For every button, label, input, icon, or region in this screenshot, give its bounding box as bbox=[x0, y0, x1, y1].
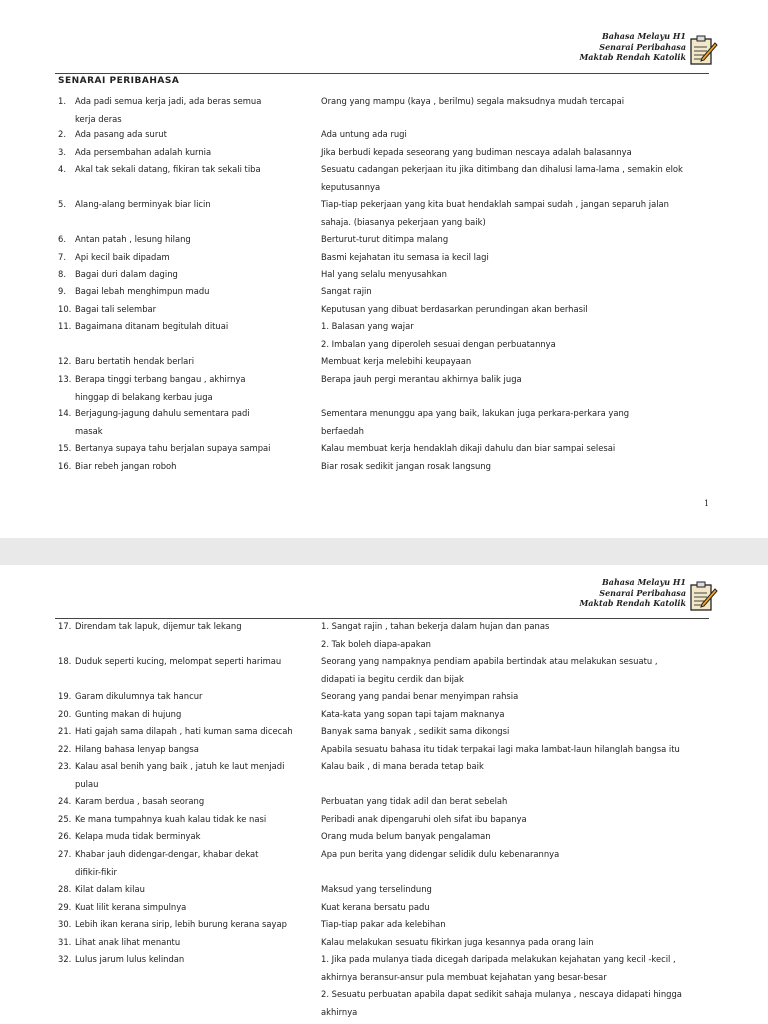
proverb-meaning bbox=[321, 828, 721, 846]
proverb-meaning bbox=[321, 934, 721, 952]
proverb-number: 9. bbox=[58, 286, 66, 296]
document-title: SENARAI PERIBAHASA bbox=[58, 76, 180, 86]
proverb-number: 14. bbox=[58, 408, 72, 418]
meaning-line: Membuat kerja melebihi keupayaan bbox=[321, 356, 472, 366]
proverb-meaning bbox=[321, 93, 721, 111]
meaning-line: Maksud yang terselindung bbox=[321, 884, 432, 894]
proverb-number: 20. bbox=[58, 709, 72, 719]
proverb-number: 4. bbox=[58, 164, 66, 174]
proverb-text bbox=[58, 440, 308, 458]
proverb-text bbox=[58, 231, 308, 249]
proverb-text bbox=[58, 951, 308, 969]
proverb-text bbox=[58, 458, 308, 476]
meaning-line: Apa pun berita yang didengar selidik dulu kebenarannya bbox=[321, 849, 560, 859]
proverb-line: Ada persembahan adalah kurnia bbox=[75, 147, 212, 157]
proverb-text bbox=[58, 706, 308, 724]
proverb-line: Ada pasang ada surut bbox=[75, 129, 167, 139]
proverb-number: 5. bbox=[58, 199, 66, 209]
proverb-text bbox=[58, 916, 308, 934]
clipboard-pencil-icon bbox=[688, 34, 718, 66]
header-rule bbox=[55, 73, 709, 74]
proverb-meaning bbox=[321, 440, 721, 458]
proverb-text bbox=[58, 811, 308, 829]
proverb-text bbox=[58, 144, 308, 162]
proverb-line: Akal tak sekali datang, fikiran tak sekali tiba bbox=[75, 164, 261, 174]
proverb-number: 23. bbox=[58, 761, 72, 771]
proverb-number: 17. bbox=[58, 621, 72, 631]
proverb-text bbox=[58, 371, 308, 406]
proverb-meaning bbox=[321, 793, 721, 811]
proverb-line: Khabar jauh didengar-dengar, khabar dekat bbox=[75, 849, 259, 859]
proverb-line: Lebih ikan kerana sirip, lebih burung kerana sayap bbox=[75, 919, 287, 929]
proverb-text bbox=[58, 653, 308, 671]
proverb-text bbox=[58, 741, 308, 759]
proverb-meaning bbox=[321, 811, 721, 829]
clipboard-pencil-icon bbox=[688, 580, 718, 612]
proverb-meaning bbox=[321, 318, 721, 353]
meaning-line: Sangat rajin bbox=[321, 286, 372, 296]
proverb-line: kerja deras bbox=[75, 113, 122, 124]
proverb-number: 32. bbox=[58, 954, 72, 964]
proverb-line: Hilang bahasa lenyap bangsa bbox=[75, 744, 199, 754]
meaning-line: Hal yang selalu menyusahkan bbox=[321, 269, 447, 279]
proverb-line: Alang-alang berminyak biar licin bbox=[75, 199, 211, 209]
proverb-line: Bagai lebah menghimpun madu bbox=[75, 286, 210, 296]
meaning-line: keputusannya bbox=[321, 181, 381, 192]
proverb-text bbox=[58, 899, 308, 917]
proverb-text bbox=[58, 249, 308, 267]
proverb-line: Ada padi semua kerja jadi, ada beras semua bbox=[75, 96, 262, 106]
proverb-text bbox=[58, 758, 308, 793]
proverb-meaning bbox=[321, 706, 721, 724]
meaning-line: 2. Sesuatu perbuatan apabila dapat sedikit sahaja mulanya , nescaya didapati hingga bbox=[321, 989, 682, 999]
proverb-number: 29. bbox=[58, 902, 72, 912]
proverb-line: Hati gajah sama dilapah , hati kuman sama dicecah bbox=[75, 726, 293, 736]
proverb-meaning bbox=[321, 266, 721, 284]
proverb-text bbox=[58, 318, 308, 336]
proverb-meaning bbox=[321, 758, 721, 776]
proverb-line: Kuat lilit kerana simpulnya bbox=[75, 902, 187, 912]
proverb-line: Lulus jarum lulus kelindan bbox=[75, 954, 185, 964]
meaning-line: Kata-kata yang sopan tapi tajam maknanya bbox=[321, 709, 505, 719]
meaning-line: Orang yang mampu (kaya , berilmu) segala maksudnya mudah tercapai bbox=[321, 96, 625, 106]
proverb-line: Duduk seperti kucing, melompat seperti harimau bbox=[75, 656, 282, 666]
proverb-number: 3. bbox=[58, 147, 66, 157]
meaning-line: Seorang yang nampaknya pendiam apabila bertindak atau melakukan sesuatu , bbox=[321, 656, 658, 666]
proverb-text bbox=[58, 196, 308, 214]
header-subject: Bahasa Melayu H1 bbox=[602, 31, 686, 41]
proverb-meaning bbox=[321, 723, 721, 741]
proverb-number: 25. bbox=[58, 814, 72, 824]
proverb-line: Bagai duri dalam daging bbox=[75, 269, 178, 279]
header-title: Senarai Peribahasa bbox=[599, 587, 686, 598]
proverb-text bbox=[58, 301, 308, 319]
proverb-number: 18. bbox=[58, 656, 72, 666]
meaning-line: Keputusan yang dibuat berdasarkan perundingan akan berhasil bbox=[321, 304, 588, 314]
proverb-meaning bbox=[321, 231, 721, 249]
proverb-number: 11. bbox=[58, 321, 72, 331]
proverb-number: 26. bbox=[58, 831, 72, 841]
proverb-line: Berjagung-jagung dahulu sementara padi bbox=[75, 408, 250, 418]
proverb-meaning bbox=[321, 741, 721, 759]
meaning-line: 2. Imbalan yang diperoleh sesuai dengan perbuatannya bbox=[321, 338, 556, 349]
page-header bbox=[579, 31, 686, 63]
proverb-text bbox=[58, 846, 308, 881]
meaning-line: Jika berbudi kepada seseorang yang budiman nescaya adalah balasannya bbox=[321, 147, 632, 157]
proverb-number: 16. bbox=[58, 461, 72, 471]
proverb-meaning bbox=[321, 196, 721, 231]
meaning-line: Kalau melakukan sesuatu fikirkan juga kesannya pada orang lain bbox=[321, 937, 594, 947]
proverb-text bbox=[58, 618, 308, 636]
proverb-meaning bbox=[321, 126, 721, 144]
proverb-line: masak bbox=[75, 425, 103, 436]
proverb-meaning bbox=[321, 916, 721, 934]
meaning-line: akhirnya bbox=[321, 1006, 358, 1017]
proverb-meaning bbox=[321, 301, 721, 319]
meaning-line: Seorang yang pandai benar menyimpan rahsia bbox=[321, 691, 519, 701]
proverb-line: Kilat dalam kilau bbox=[75, 884, 145, 894]
meaning-line: didapati ia begitu cerdik dan bijak bbox=[321, 673, 464, 684]
meaning-line: Kalau membuat kerja hendaklah dikaji dahulu dan biar sampai selesai bbox=[321, 443, 616, 453]
header-school: Maktab Rendah Katolik bbox=[579, 52, 686, 62]
proverb-line: Antan patah , lesung hilang bbox=[75, 234, 191, 244]
proverb-line: Kelapa muda tidak berminyak bbox=[75, 831, 201, 841]
proverb-meaning bbox=[321, 951, 721, 1021]
meaning-line: Kalau baik , di mana berada tetap baik bbox=[321, 761, 484, 771]
proverb-line: difikir-fikir bbox=[75, 866, 117, 877]
proverb-number: 8. bbox=[58, 269, 66, 279]
meaning-line: Orang muda belum banyak pengalaman bbox=[321, 831, 491, 841]
meaning-line: Berapa jauh pergi merantau akhirnya balik juga bbox=[321, 374, 522, 384]
proverb-number: 2. bbox=[58, 129, 66, 139]
proverb-number: 30. bbox=[58, 919, 72, 929]
meaning-line: sahaja. (biasanya pekerjaan yang baik) bbox=[321, 216, 486, 227]
proverb-text bbox=[58, 828, 308, 846]
proverb-line: Biar rebeh jangan roboh bbox=[75, 461, 177, 471]
proverb-text bbox=[58, 161, 308, 179]
proverb-number: 27. bbox=[58, 849, 72, 859]
meaning-line: akhirnya beransur-ansur pula membuat kejahatan yang besar-besar bbox=[321, 971, 607, 982]
proverb-line: pulau bbox=[75, 778, 99, 789]
proverb-number: 12. bbox=[58, 356, 72, 366]
meaning-line: 1. Jika pada mulanya tiada dicegah daripada melakukan kejahatan yang kecil -kecil , bbox=[321, 954, 676, 964]
proverb-text bbox=[58, 881, 308, 899]
proverb-line: hinggap di belakang kerbau juga bbox=[75, 391, 213, 402]
proverb-line: Berapa tinggi terbang bangau , akhirnya bbox=[75, 374, 246, 384]
proverb-text bbox=[58, 688, 308, 706]
page-number: 1 bbox=[704, 499, 710, 508]
meaning-line: Sementara menunggu apa yang baik, lakukan juga perkara-perkara yang bbox=[321, 408, 630, 418]
proverb-number: 24. bbox=[58, 796, 72, 806]
proverb-meaning bbox=[321, 653, 721, 688]
meaning-line: 1. Sangat rajin , tahan bekerja dalam hujan dan panas bbox=[321, 621, 550, 631]
proverb-number: 21. bbox=[58, 726, 72, 736]
proverb-text bbox=[58, 793, 308, 811]
proverb-text bbox=[58, 266, 308, 284]
proverb-line: Lihat anak lihat menantu bbox=[75, 937, 181, 947]
proverb-number: 15. bbox=[58, 443, 72, 453]
meaning-line: berfaedah bbox=[321, 425, 364, 436]
proverb-line: Ke mana tumpahnya kuah kalau tidak ke nasi bbox=[75, 814, 267, 824]
proverb-text bbox=[58, 405, 308, 440]
header-subject: Bahasa Melayu H1 bbox=[602, 577, 686, 587]
proverb-meaning bbox=[321, 371, 721, 389]
proverb-line: Baru bertatih hendak berlari bbox=[75, 356, 195, 366]
proverb-meaning bbox=[321, 899, 721, 917]
proverb-number: 22. bbox=[58, 744, 72, 754]
proverb-line: Gunting makan di hujung bbox=[75, 709, 182, 719]
proverb-meaning bbox=[321, 249, 721, 267]
proverb-number: 10. bbox=[58, 304, 72, 314]
proverb-text bbox=[58, 353, 308, 371]
proverb-meaning bbox=[321, 405, 721, 440]
page-header bbox=[579, 577, 686, 609]
proverb-meaning bbox=[321, 161, 721, 196]
proverb-text bbox=[58, 723, 308, 741]
meaning-line: 1. Balasan yang wajar bbox=[321, 321, 414, 331]
meaning-line: Kuat kerana bersatu padu bbox=[321, 902, 430, 912]
proverb-number: 28. bbox=[58, 884, 72, 894]
meaning-line: Tiap-tiap pekerjaan yang kita buat hendaklah sampai sudah , jangan separuh jalan bbox=[321, 199, 669, 209]
proverb-text bbox=[58, 934, 308, 952]
header-title: Senarai Peribahasa bbox=[599, 41, 686, 52]
meaning-line: Perbuatan yang tidak adil dan berat sebelah bbox=[321, 796, 508, 806]
proverb-text bbox=[58, 283, 308, 301]
meaning-line: Banyak sama banyak , sedikit sama dikongsi bbox=[321, 726, 510, 736]
proverb-text bbox=[58, 126, 308, 144]
proverb-line: Direndam tak lapuk, dijemur tak lekang bbox=[75, 621, 242, 631]
meaning-line: Sesuatu cadangan pekerjaan itu jika ditimbang dan dihalusi lama-lama , semakin elok bbox=[321, 164, 683, 174]
proverb-meaning bbox=[321, 283, 721, 301]
proverb-line: Karam berdua , basah seorang bbox=[75, 796, 205, 806]
meaning-line: Apabila sesuatu bahasa itu tidak terpakai lagi maka lambat-laun hilanglah bangsa itu bbox=[321, 744, 680, 754]
proverb-number: 1. bbox=[58, 96, 66, 106]
proverb-line: Bertanya supaya tahu berjalan supaya sampai bbox=[75, 443, 271, 453]
document-page-2 bbox=[0, 565, 768, 1024]
proverb-line: Garam dikulumnya tak hancur bbox=[75, 691, 203, 701]
proverb-line: Kalau asal benih yang baik , jatuh ke laut menjadi bbox=[75, 761, 285, 771]
proverb-meaning bbox=[321, 353, 721, 371]
meaning-line: Peribadi anak dipengaruhi oleh sifat ibu bapanya bbox=[321, 814, 527, 824]
proverb-meaning bbox=[321, 458, 721, 476]
meaning-line: Basmi kejahatan itu semasa ia kecil lagi bbox=[321, 252, 489, 262]
meaning-line: 2. Tak boleh diapa-apakan bbox=[321, 638, 431, 649]
proverb-line: Api kecil baik dipadam bbox=[75, 252, 170, 262]
proverb-meaning bbox=[321, 881, 721, 899]
proverb-number: 31. bbox=[58, 937, 72, 947]
proverb-line: Bagai tali selembar bbox=[75, 304, 157, 314]
meaning-line: Ada untung ada rugi bbox=[321, 129, 407, 139]
proverb-number: 13. bbox=[58, 374, 72, 384]
meaning-line: Berturut-turut ditimpa malang bbox=[321, 234, 449, 244]
proverb-number: 19. bbox=[58, 691, 72, 701]
proverb-meaning bbox=[321, 688, 721, 706]
proverb-meaning bbox=[321, 618, 721, 653]
proverb-number: 6. bbox=[58, 234, 66, 244]
proverb-number: 7. bbox=[58, 252, 66, 262]
proverb-text bbox=[58, 93, 308, 128]
meaning-line: Tiap-tiap pakar ada kelebihan bbox=[321, 919, 446, 929]
proverb-line: Bagaimana ditanam begitulah dituai bbox=[75, 321, 229, 331]
header-school: Maktab Rendah Katolik bbox=[579, 598, 686, 608]
proverb-meaning bbox=[321, 846, 721, 864]
proverb-meaning bbox=[321, 144, 721, 162]
meaning-line: Biar rosak sedikit jangan rosak langsung bbox=[321, 461, 491, 471]
